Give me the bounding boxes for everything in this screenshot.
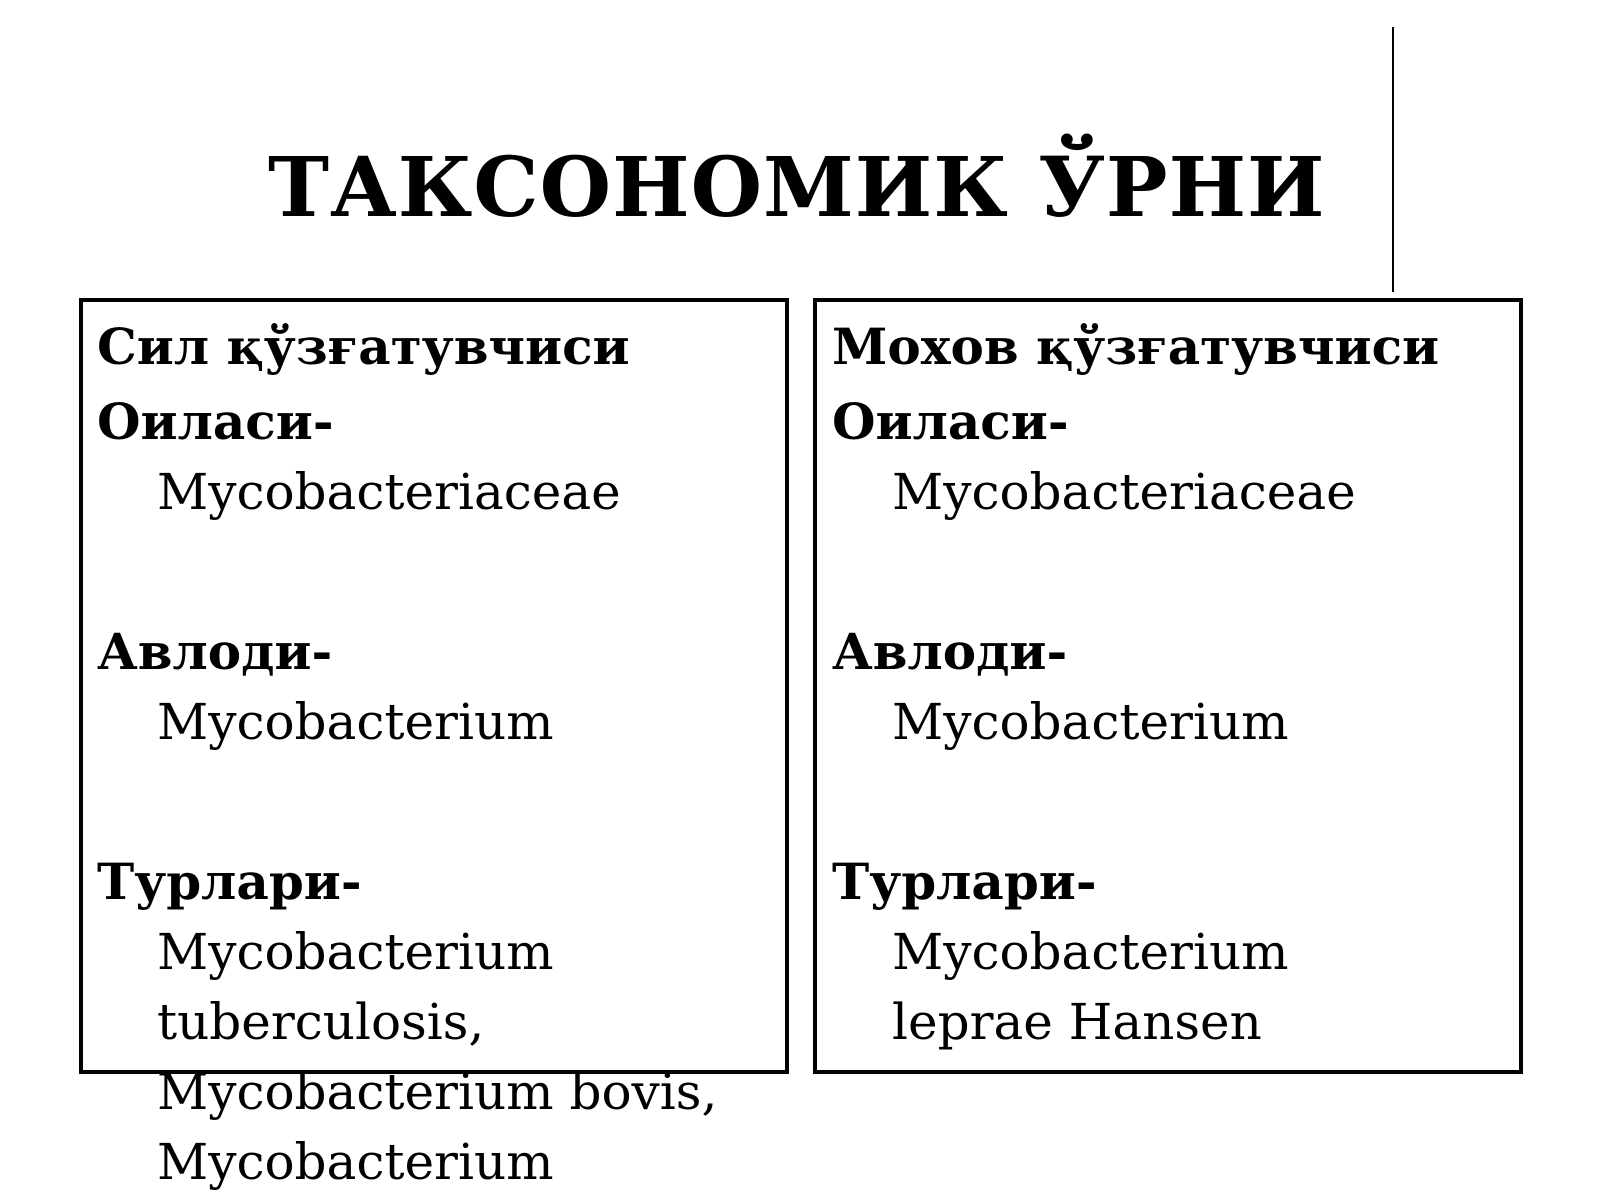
right-genus-entry: [832, 617, 1439, 757]
left-genus-value: [97, 687, 717, 757]
left-column: [97, 307, 717, 1197]
left-genus-value-text: Mycobacterium: [157, 693, 554, 751]
spacer: [97, 757, 717, 847]
left-genus-entry: [97, 617, 717, 757]
slide-title: ТАКСОНОМИК ЎРНИ: [268, 140, 1326, 236]
right-column: [832, 307, 1439, 1057]
right-family-entry: [832, 387, 1439, 527]
left-species-line: tuberculosis,: [157, 993, 485, 1051]
right-genus-value: [832, 687, 1439, 757]
right-species-label: Турлари-: [832, 852, 1097, 911]
spacer: [97, 527, 717, 617]
spacer: [832, 757, 1439, 847]
left-family-label: Оиласи-: [97, 392, 334, 451]
right-species-value: [832, 917, 1439, 1057]
left-species-label: Турлари-: [97, 852, 362, 911]
right-genus-label: Авлоди-: [832, 622, 1068, 681]
right-family-value-text: Mycobacteriaceae: [892, 463, 1356, 521]
right-species-line: leprae Hansen: [892, 993, 1262, 1051]
left-family-entry: [97, 387, 717, 527]
right-genus-value-text: Mycobacterium: [892, 693, 1289, 751]
left-species-entry: [97, 847, 717, 1197]
vertical-divider-line: [1392, 27, 1394, 292]
spacer: [832, 527, 1439, 617]
left-genus-label: Авлоди-: [97, 622, 333, 681]
left-species-line: Mycobacterium: [157, 1133, 554, 1191]
left-family-value: [97, 457, 717, 527]
left-heading: Сил қўзғатувчиси: [97, 317, 630, 376]
right-species-entry: [832, 847, 1439, 1057]
right-heading: Мохов қўзғатувчиси: [832, 317, 1440, 376]
left-species-line: Mycobacterium bovis,: [157, 1063, 718, 1121]
right-species-line: Mycobacterium: [892, 923, 1289, 981]
right-family-value: [832, 457, 1439, 527]
left-species-value: [97, 917, 717, 1197]
left-family-value-text: Mycobacteriaceae: [157, 463, 621, 521]
left-species-line: Mycobacterium: [157, 923, 554, 981]
right-family-label: Оиласи-: [832, 392, 1069, 451]
